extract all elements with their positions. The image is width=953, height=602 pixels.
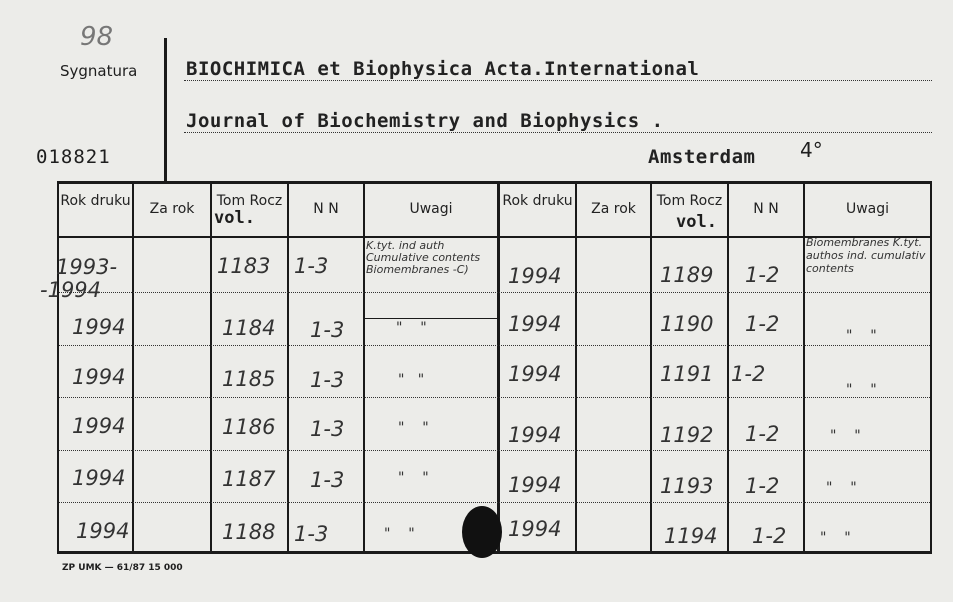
punch-hole xyxy=(462,506,502,558)
right-tom: 1190 xyxy=(660,312,714,336)
right-uwagi-ditto: " " xyxy=(846,328,877,344)
format: 4° xyxy=(800,138,823,162)
right-tom: 1192 xyxy=(660,423,714,447)
left-uwagi-ditto: " " xyxy=(384,526,415,542)
title-line-2: Journal of Biochemistry and Biophysics . xyxy=(186,110,664,132)
left-uwagi-ditto: " " xyxy=(396,320,427,336)
header-za-rok: Za rok xyxy=(149,201,195,217)
table-top-border xyxy=(57,181,932,184)
title-line-1: BIOCHIMICA et Biophysica Acta.International xyxy=(186,58,700,80)
row-rule xyxy=(59,397,930,398)
row-rule xyxy=(59,292,930,293)
signature-label: Sygnatura xyxy=(60,62,138,80)
header-za-rok-right: Za rok xyxy=(591,201,636,217)
footer-print-info: ZP UMK — 61/87 15 000 xyxy=(62,563,183,573)
call-number: 018821 xyxy=(36,146,111,168)
left-uwagi-ditto: " " xyxy=(398,470,429,486)
left-rok: 1993- xyxy=(56,255,118,279)
col-line xyxy=(57,181,59,554)
right-nn: 1-2 xyxy=(745,263,780,287)
right-nn: 1-2 xyxy=(745,474,780,498)
col-line-center xyxy=(497,181,500,554)
right-uwagi-ditto: " " xyxy=(826,480,857,496)
right-rok: 1994 xyxy=(508,473,562,497)
left-rok: 1994 xyxy=(72,466,126,490)
right-rok: 1994 xyxy=(508,264,562,288)
left-tom: 1186 xyxy=(222,415,276,439)
right-nn: 1-2 xyxy=(745,422,780,446)
right-tom: 1193 xyxy=(660,474,714,498)
col-line xyxy=(287,181,289,554)
right-rok: 1994 xyxy=(508,517,562,541)
col-line xyxy=(727,181,729,554)
header-divider xyxy=(164,38,167,182)
title-rule-1 xyxy=(184,80,932,81)
vol-stamp-right: vol. xyxy=(676,212,717,232)
left-rok: 1994 xyxy=(72,315,126,339)
left-tom: 1187 xyxy=(222,467,276,491)
table-header-border xyxy=(57,236,932,238)
header-nn: N N xyxy=(313,201,339,217)
col-line xyxy=(575,181,577,554)
header-uwagi: Uwagi xyxy=(409,201,453,217)
left-nn: 1-3 xyxy=(294,254,329,278)
left-rok: 1994 xyxy=(72,414,126,438)
left-rok: 1994 xyxy=(72,365,126,389)
col-line xyxy=(650,181,652,554)
left-rok: 1994 xyxy=(76,519,130,543)
right-uwagi-ditto: " " xyxy=(846,382,877,398)
right-rok: 1994 xyxy=(508,362,562,386)
left-tom: 1188 xyxy=(222,520,276,544)
right-uwagi: Biomembranes K.tyt. authos ind. cumulativ contents xyxy=(806,236,926,275)
left-nn: 1-3 xyxy=(310,368,345,392)
left-tom: 1184 xyxy=(222,316,276,340)
header-uwagi-right: Uwagi xyxy=(845,201,890,217)
header-nn-right: N N xyxy=(753,201,779,217)
right-tom: 1189 xyxy=(660,263,714,287)
header-tom-right: Tom Rocz xyxy=(656,193,723,209)
left-uwagi: K.tyt. ind auth Cumulative contents Biomembranes -C) xyxy=(366,239,481,276)
right-nn: 1-2 xyxy=(745,312,780,336)
col-line xyxy=(930,181,932,554)
left-nn: 1-3 xyxy=(310,417,345,441)
row-rule xyxy=(59,502,930,503)
col-line xyxy=(363,181,365,554)
header-rok-druku-right: Rok druku xyxy=(502,193,573,209)
row-rule xyxy=(59,450,930,451)
left-rok-continued: -1994 xyxy=(40,278,102,302)
right-uwagi-ditto: " " xyxy=(820,530,851,546)
col-line xyxy=(132,181,134,554)
right-nn: 1-2 xyxy=(731,362,766,386)
left-nn: 1-3 xyxy=(294,522,329,546)
right-tom: 1191 xyxy=(660,362,714,386)
col-line xyxy=(803,181,805,554)
header-tom: Tom Rocz xyxy=(216,193,283,209)
right-rok: 1994 xyxy=(508,312,562,336)
header-rok-druku: Rok druku xyxy=(60,193,131,209)
left-nn: 1-3 xyxy=(310,318,345,342)
pencil-number: 98 xyxy=(80,22,114,52)
right-tom: 1194 xyxy=(664,524,718,548)
right-rok: 1994 xyxy=(508,423,562,447)
left-uwagi-ditto: " " xyxy=(398,372,425,388)
left-uwagi-ditto: " " xyxy=(398,420,429,436)
vol-stamp: vol. xyxy=(214,208,255,228)
title-rule-2 xyxy=(184,132,932,133)
right-uwagi-ditto: " " xyxy=(830,428,861,444)
right-nn: 1-2 xyxy=(752,524,787,548)
place: Amsterdam xyxy=(648,146,756,168)
col-line xyxy=(210,181,212,554)
row-rule xyxy=(59,345,930,346)
left-tom: 1185 xyxy=(222,367,276,391)
left-nn: 1-3 xyxy=(310,468,345,492)
left-tom: 1183 xyxy=(217,254,271,278)
uwagi-underline xyxy=(365,318,497,319)
